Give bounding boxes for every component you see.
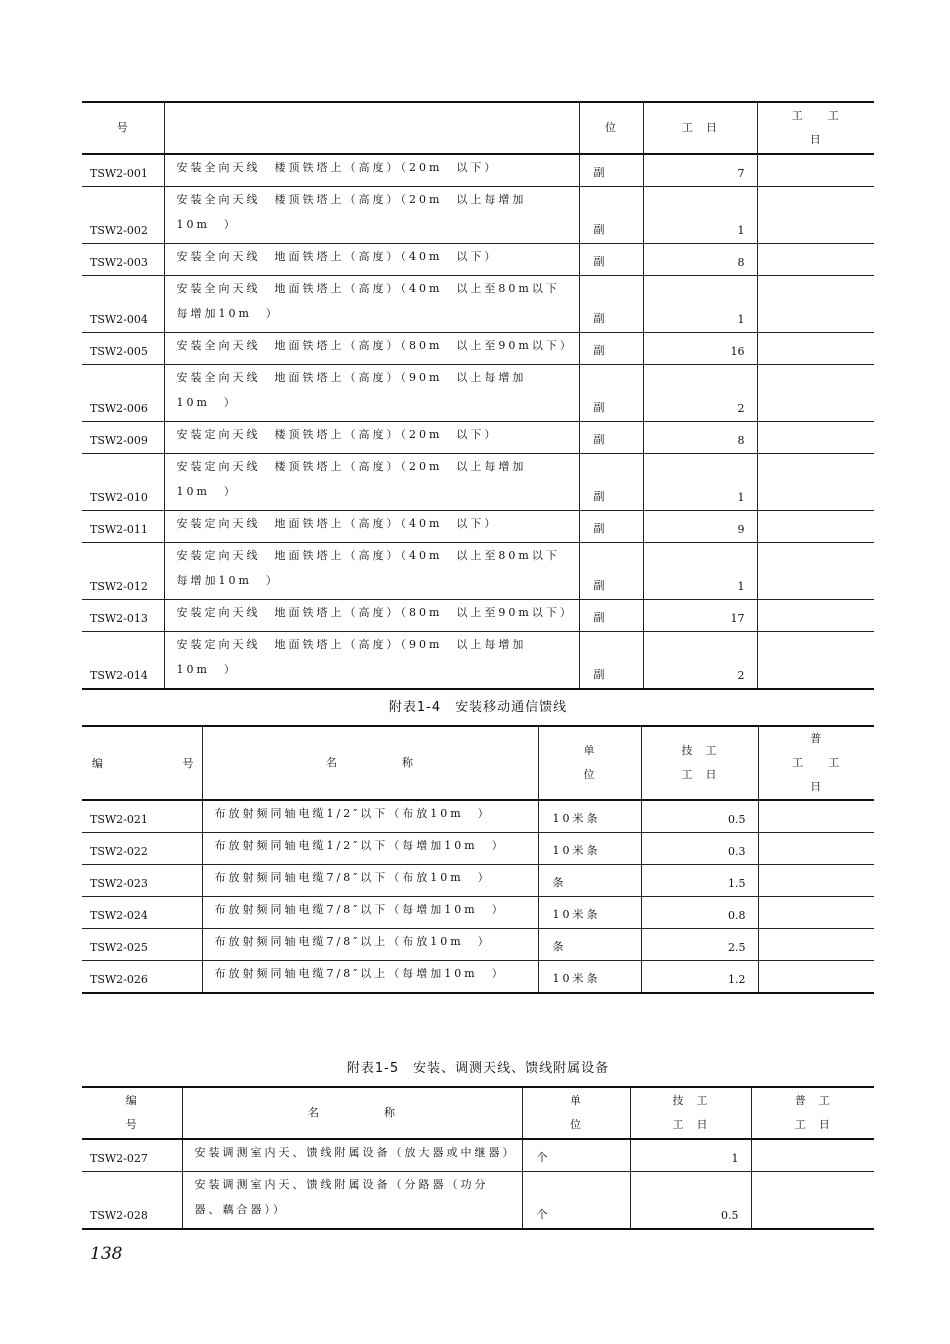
table-row [82,600,874,632]
header-general-days: 普 工 工 日 [751,1087,874,1139]
row-code: TSW2-014 [82,632,164,690]
header-unit: 位 [579,102,643,154]
row-unit: 10米条 [538,800,641,833]
row-skill-days: 1 [643,187,757,244]
work-table-accessories [82,1086,874,1230]
header-unit: 单 位 [538,726,641,800]
row-name: 安装定向天线 地面铁塔上（高度）（80m 以上至90m以下） [164,600,579,632]
row-skill-days: 9 [643,511,757,543]
row-unit: 副 [579,276,643,333]
row-code: TSW2-001 [82,154,164,187]
table-row [82,543,874,600]
table-row [82,833,874,865]
row-skill-days: 17 [643,600,757,632]
row-skill-days: 0.5 [630,1172,751,1230]
row-name: 布放射频同轴电缆7/8″以上（每增加10m ） [202,961,538,994]
header-code: 编 号 [82,1087,182,1139]
row-code: TSW2-011 [82,511,164,543]
header-general-days: 工 工 日 [757,102,874,154]
row-skill-days: 1 [643,276,757,333]
row-unit: 条 [538,929,641,961]
table-row [82,454,874,511]
row-code: TSW2-009 [82,422,164,454]
row-skill-days: 1.5 [641,865,758,897]
table-row [82,800,874,833]
row-general-days [757,543,874,600]
header-skill-days: 工 日 [643,102,757,154]
table-row [82,961,874,994]
row-code: TSW2-010 [82,454,164,511]
table-row [82,333,874,365]
row-unit: 10米条 [538,833,641,865]
row-code: TSW2-012 [82,543,164,600]
header-code: 号 [82,102,164,154]
row-unit: 副 [579,365,643,422]
row-unit: 个 [522,1139,630,1172]
row-skill-days: 16 [643,333,757,365]
row-skill-days: 1.2 [641,961,758,994]
row-unit: 条 [538,865,641,897]
row-skill-days: 1 [643,543,757,600]
work-table-antenna [82,101,874,690]
row-skill-days: 1 [630,1139,751,1172]
table-body [82,154,874,689]
header-skill-days: 技 工 工 日 [630,1087,751,1139]
page-number: 138 [90,1244,123,1264]
table-header-row [82,102,874,154]
row-unit: 10米条 [538,961,641,994]
row-name: 安装全向天线 楼顶铁塔上（高度）（20m 以上每增加10m ） [164,187,579,244]
row-general-days [751,1139,874,1172]
row-general-days [758,800,874,833]
row-general-days [757,276,874,333]
header-general-days: 普 工 工 日 [758,726,874,800]
row-code: TSW2-023 [82,865,202,897]
row-general-days [757,154,874,187]
row-unit: 副 [579,244,643,276]
row-skill-days: 2 [643,632,757,690]
header-name: 名 称 [182,1087,522,1139]
table-header-row [82,726,874,800]
row-code: TSW2-004 [82,276,164,333]
row-code: TSW2-013 [82,600,164,632]
row-name: 安装全向天线 楼顶铁塔上（高度）（20m 以下） [164,154,579,187]
row-unit: 副 [579,187,643,244]
row-name: 布放射频同轴电缆1/2″以下（布放10m ） [202,800,538,833]
row-code: TSW2-003 [82,244,164,276]
row-unit: 副 [579,600,643,632]
row-unit: 10米条 [538,897,641,929]
header-skill-days: 技 工 工 日 [641,726,758,800]
row-name: 安装定向天线 地面铁塔上（高度）（90m 以上每增加10m ） [164,632,579,690]
header-unit: 单 位 [522,1087,630,1139]
header-name [164,102,579,154]
row-general-days [758,961,874,994]
row-general-days [757,187,874,244]
table-header-row [82,1087,874,1139]
table-row [82,865,874,897]
row-code: TSW2-027 [82,1139,182,1172]
row-code: TSW2-006 [82,365,164,422]
row-general-days [757,632,874,690]
table-row [82,422,874,454]
row-name: 安装定向天线 地面铁塔上（高度）（40m 以下） [164,511,579,543]
row-skill-days: 1 [643,454,757,511]
row-code: TSW2-028 [82,1172,182,1230]
row-unit: 副 [579,632,643,690]
row-name: 安装定向天线 楼顶铁塔上（高度）（20m 以上每增加10m ） [164,454,579,511]
row-general-days [757,454,874,511]
row-code: TSW2-002 [82,187,164,244]
table-row [82,1172,874,1230]
row-general-days [751,1172,874,1230]
row-name: 安装调测室内天、馈线附属设备（放大器或中继器） [182,1139,522,1172]
table-row [82,511,874,543]
row-unit: 个 [522,1172,630,1230]
row-name: 安装调测室内天、馈线附属设备（分路器（功分器、藕合器）） [182,1172,522,1230]
row-name: 安装全向天线 地面铁塔上（高度）（40m 以上至80m以下每增加10m ） [164,276,579,333]
table-body [82,800,874,993]
table-body [82,1139,874,1229]
row-unit: 副 [579,511,643,543]
row-code: TSW2-026 [82,961,202,994]
row-general-days [758,865,874,897]
row-code: TSW2-024 [82,897,202,929]
row-name: 安装定向天线 地面铁塔上（高度）（40m 以上至80m以下每增加10m ） [164,543,579,600]
row-code: TSW2-025 [82,929,202,961]
header-name: 名 称 [202,726,538,800]
row-skill-days: 0.8 [641,897,758,929]
row-general-days [757,244,874,276]
row-unit: 副 [579,154,643,187]
row-general-days [757,365,874,422]
row-skill-days: 8 [643,244,757,276]
row-name: 安装全向天线 地面铁塔上（高度）（80m 以上至90m以下） [164,333,579,365]
table-row [82,154,874,187]
row-unit: 副 [579,333,643,365]
table-caption-1-5: 附表1-5 安装、调测天线、馈线附属设备 [346,1061,610,1076]
table-caption-1-4: 附表1-4 安装移动通信馈线 [388,700,568,715]
row-skill-days: 2 [643,365,757,422]
header-code: 编 号 [82,726,202,800]
row-code: TSW2-022 [82,833,202,865]
row-name: 布放射频同轴电缆1/2″以下（每增加10m ） [202,833,538,865]
row-general-days [758,897,874,929]
row-code: TSW2-021 [82,800,202,833]
row-unit: 副 [579,454,643,511]
row-code: TSW2-005 [82,333,164,365]
row-name: 安装全向天线 地面铁塔上（高度）（90m 以上每增加10m ） [164,365,579,422]
row-skill-days: 7 [643,154,757,187]
table-row [82,244,874,276]
row-unit: 副 [579,422,643,454]
table-row [82,632,874,690]
row-skill-days: 2.5 [641,929,758,961]
row-general-days [758,833,874,865]
work-table-feeder [82,725,874,994]
row-general-days [757,422,874,454]
row-skill-days: 0.3 [641,833,758,865]
row-skill-days: 0.5 [641,800,758,833]
row-unit: 副 [579,543,643,600]
row-name: 布放射频同轴电缆7/8″以上（布放10m ） [202,929,538,961]
row-general-days [757,511,874,543]
row-general-days [758,929,874,961]
table-row [82,276,874,333]
row-general-days [757,600,874,632]
row-name: 安装定向天线 楼顶铁塔上（高度）（20m 以下） [164,422,579,454]
row-skill-days: 8 [643,422,757,454]
row-name: 布放射频同轴电缆7/8″以下（布放10m ） [202,865,538,897]
table-row [82,187,874,244]
table-row [82,897,874,929]
row-name: 布放射频同轴电缆7/8″以下（每增加10m ） [202,897,538,929]
table-row [82,365,874,422]
table-row [82,1139,874,1172]
row-general-days [757,333,874,365]
table-row [82,929,874,961]
row-name: 安装全向天线 地面铁塔上（高度）（40m 以下） [164,244,579,276]
